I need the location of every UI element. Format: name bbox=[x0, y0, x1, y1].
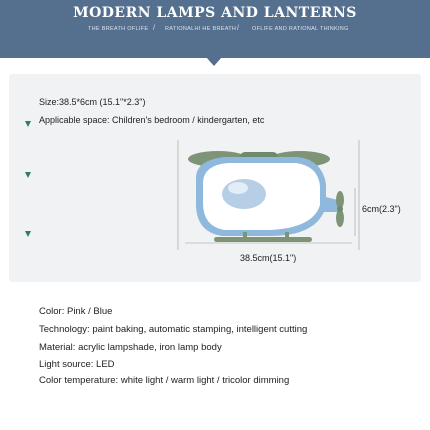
banner-subtitle-right: OFLIFE AND RATIONAL THINKING bbox=[252, 26, 349, 32]
banner-subtitle-left: THE BREATH OFLIFE bbox=[88, 26, 149, 32]
info-light-source: Light source: LED bbox=[39, 359, 115, 370]
banner-separator: / bbox=[153, 25, 155, 32]
height-dimension-label: 6cm(2.3") bbox=[362, 204, 401, 214]
size-spec: Size:38.5*6cm (15.1"*2.3") bbox=[39, 97, 146, 107]
applicable-space-spec: Applicable space: Children's bedroom / kindergarten, etc bbox=[39, 115, 265, 125]
banner-separator: / bbox=[237, 25, 239, 32]
lamp-window-highlight bbox=[228, 182, 248, 194]
info-color: Color: Pink / Blue bbox=[39, 306, 113, 317]
info-technology: Technology: paint baking, automatic stamping, intelligent cutting bbox=[39, 324, 308, 335]
banner-title: MODERN LAMPS AND LANTERNS bbox=[73, 5, 357, 21]
tail-rotor-hub bbox=[337, 206, 343, 212]
width-dimension-label: 38.5cm(15.1") bbox=[240, 253, 297, 263]
lamp-tail bbox=[322, 196, 338, 212]
landing-skid bbox=[214, 237, 312, 242]
info-color-temperature: Color temperature: white light / warm light / tricolor dimming bbox=[39, 375, 290, 386]
info-material: Material: acrylic lampshade, iron lamp body bbox=[39, 342, 222, 353]
banner-subtitle-mid: RATIONALHI HE BREATH bbox=[165, 26, 237, 32]
